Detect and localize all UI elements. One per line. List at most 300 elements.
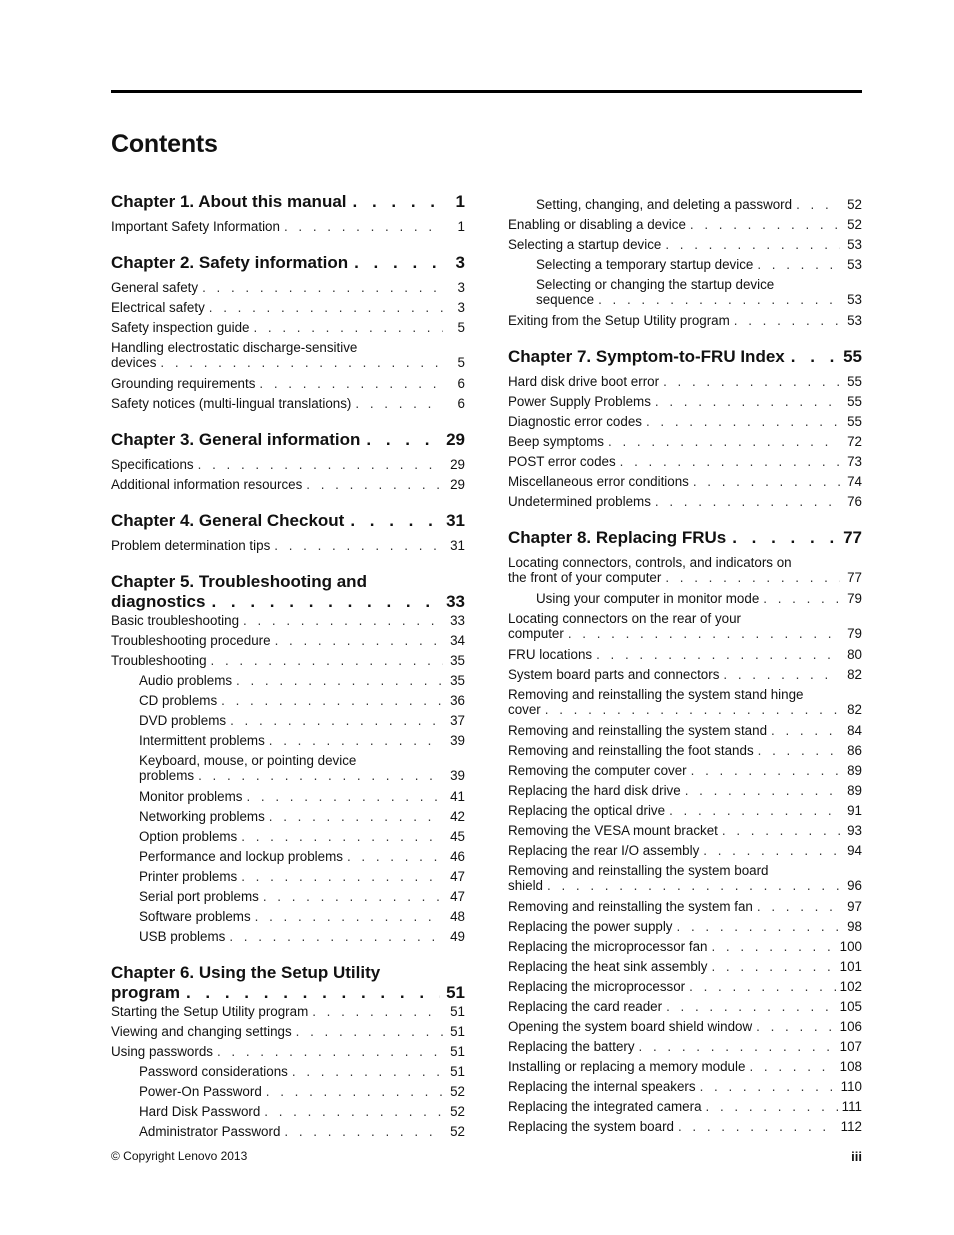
entry-title: Using passwords bbox=[111, 1044, 213, 1059]
entry-title: CD problems bbox=[139, 693, 218, 708]
dot-leader bbox=[236, 673, 443, 688]
toc-entry[interactable] bbox=[508, 1059, 862, 1074]
toc-entry[interactable] bbox=[508, 667, 862, 682]
entry-title-line2: problems bbox=[139, 768, 195, 783]
toc-entry[interactable] bbox=[508, 979, 862, 994]
entry-title-line2: the front of your computer bbox=[508, 570, 662, 585]
entry-page: 108 bbox=[839, 1059, 862, 1074]
toc-entry[interactable] bbox=[508, 1019, 862, 1034]
toc-entry[interactable] bbox=[139, 693, 465, 708]
dot-leader bbox=[209, 300, 443, 315]
entry-page: 74 bbox=[847, 474, 862, 489]
dot-leader bbox=[598, 292, 840, 307]
toc-entry[interactable] bbox=[508, 454, 862, 469]
entry-page: 52 bbox=[450, 1104, 465, 1119]
toc-entry[interactable] bbox=[139, 1104, 465, 1119]
dot-leader bbox=[253, 320, 443, 335]
dot-leader bbox=[608, 434, 840, 449]
toc-entry[interactable] bbox=[111, 1044, 465, 1059]
dot-leader bbox=[259, 376, 443, 391]
entry-page: 53 bbox=[847, 313, 862, 328]
entry-page: 111 bbox=[841, 1099, 862, 1114]
entry-title-line2: program bbox=[111, 983, 180, 1002]
entry-title: Undetermined problems bbox=[508, 494, 651, 509]
dot-leader bbox=[706, 1099, 838, 1114]
toc-chapter-heading[interactable] bbox=[111, 253, 465, 273]
entry-title: Selecting a temporary startup device bbox=[536, 257, 754, 272]
dot-leader bbox=[355, 396, 443, 411]
entry-page: 51 bbox=[450, 1064, 465, 1079]
entry-page: 31 bbox=[450, 538, 465, 553]
entry-title: Serial port problems bbox=[139, 889, 259, 904]
dot-leader bbox=[678, 1119, 837, 1134]
entry-title: Safety inspection guide bbox=[111, 320, 250, 335]
entry-title: Troubleshooting bbox=[111, 653, 207, 668]
entry-page: 29 bbox=[450, 477, 465, 492]
toc-entry[interactable] bbox=[508, 474, 862, 489]
toc-entry[interactable] bbox=[111, 1024, 465, 1039]
dot-leader bbox=[771, 723, 840, 738]
entry-page: 55 bbox=[847, 394, 862, 409]
entry-title-line1: Handling electrostatic discharge-sensitive bbox=[111, 340, 358, 355]
dot-leader bbox=[711, 959, 835, 974]
entry-page: 100 bbox=[839, 939, 862, 954]
entry-page: 41 bbox=[450, 789, 465, 804]
entry-page: 84 bbox=[847, 723, 862, 738]
dot-leader bbox=[366, 430, 440, 450]
entry-title: Electrical safety bbox=[111, 300, 205, 315]
entry-page: 35 bbox=[450, 653, 465, 668]
toc-entry[interactable] bbox=[508, 763, 862, 778]
entry-page: 110 bbox=[840, 1079, 862, 1094]
toc-entry[interactable] bbox=[508, 1079, 862, 1094]
entry-title: Chapter 2. Safety information bbox=[111, 253, 349, 272]
entry-title: POST error codes bbox=[508, 454, 616, 469]
dot-leader bbox=[221, 693, 443, 708]
entry-page: 37 bbox=[450, 713, 465, 728]
toc-entry[interactable] bbox=[536, 277, 862, 307]
entry-page: 77 bbox=[847, 570, 862, 585]
entry-page: 105 bbox=[839, 999, 862, 1014]
entry-page: 53 bbox=[847, 237, 862, 252]
entry-title: Removing and reinstalling the system fan bbox=[508, 899, 753, 914]
entry-title-line1: Locating connectors on the rear of your bbox=[508, 611, 741, 626]
entry-title-line2: sequence bbox=[536, 292, 595, 307]
entry-page: 6 bbox=[457, 376, 465, 391]
dot-leader bbox=[275, 633, 443, 648]
dot-leader bbox=[284, 219, 443, 234]
dot-leader bbox=[274, 538, 443, 553]
page-title: Contents bbox=[111, 130, 218, 158]
entry-title-line1: Removing and reinstalling the system board bbox=[508, 863, 769, 878]
toc-entry[interactable] bbox=[111, 300, 465, 315]
dot-leader bbox=[749, 1059, 835, 1074]
toc-chapter-heading[interactable] bbox=[111, 192, 465, 212]
toc-entry[interactable] bbox=[508, 555, 862, 585]
top-rule bbox=[111, 90, 862, 93]
entry-page: 94 bbox=[847, 843, 862, 858]
dot-leader bbox=[264, 1104, 443, 1119]
dot-leader bbox=[663, 374, 840, 389]
dot-leader bbox=[703, 843, 840, 858]
toc-entry[interactable] bbox=[508, 723, 862, 738]
entry-title: Hard Disk Password bbox=[139, 1104, 261, 1119]
entry-page: 52 bbox=[847, 197, 862, 212]
dot-leader bbox=[217, 1044, 443, 1059]
toc-entry[interactable] bbox=[508, 823, 862, 838]
entry-page: 55 bbox=[843, 347, 862, 366]
entry-title: Replacing the integrated camera bbox=[508, 1099, 702, 1114]
toc-entry[interactable] bbox=[508, 743, 862, 758]
dot-leader bbox=[758, 743, 840, 758]
entry-page: 89 bbox=[847, 783, 862, 798]
dot-leader bbox=[211, 653, 443, 668]
entry-title: System board parts and connectors bbox=[508, 667, 720, 682]
toc-entry[interactable] bbox=[508, 434, 862, 449]
dot-leader bbox=[241, 869, 443, 884]
toc-entry[interactable] bbox=[111, 396, 465, 411]
toc-entry[interactable] bbox=[508, 899, 862, 914]
entry-page: 5 bbox=[457, 355, 465, 370]
entry-page: 33 bbox=[446, 592, 465, 611]
dot-leader bbox=[655, 494, 840, 509]
toc-entry[interactable] bbox=[139, 909, 465, 924]
dot-leader bbox=[312, 1004, 443, 1019]
entry-title: Replacing the battery bbox=[508, 1039, 635, 1054]
entry-page: 47 bbox=[450, 889, 465, 904]
toc-chapter-heading[interactable] bbox=[111, 511, 465, 531]
toc-entry[interactable] bbox=[508, 494, 862, 509]
entry-title: Hard disk drive boot error bbox=[508, 374, 660, 389]
entry-title: Chapter 1. About this manual bbox=[111, 192, 347, 211]
dot-leader bbox=[620, 454, 840, 469]
dot-leader bbox=[292, 1064, 443, 1079]
toc-entry[interactable] bbox=[111, 457, 465, 472]
toc-chapter-heading[interactable] bbox=[508, 347, 862, 367]
toc-entry[interactable] bbox=[139, 1064, 465, 1079]
toc-entry[interactable] bbox=[508, 939, 862, 954]
dot-leader bbox=[202, 280, 443, 295]
dot-leader bbox=[353, 192, 441, 212]
entry-title-line1: Keyboard, mouse, or pointing device bbox=[139, 753, 357, 768]
dot-leader bbox=[545, 702, 840, 717]
entry-title: Chapter 8. Replacing FRUs bbox=[508, 528, 727, 547]
dot-leader bbox=[756, 1019, 836, 1034]
entry-page: 3 bbox=[457, 280, 465, 295]
dot-leader bbox=[791, 347, 837, 367]
entry-page: 3 bbox=[455, 253, 465, 272]
entry-title-line1: Removing and reinstalling the system stand hinge bbox=[508, 687, 804, 702]
toc-entry[interactable] bbox=[508, 783, 862, 798]
entry-title: Power Supply Problems bbox=[508, 394, 651, 409]
entry-title: Option problems bbox=[139, 829, 238, 844]
toc-entry[interactable] bbox=[508, 843, 862, 858]
dot-leader bbox=[700, 1079, 837, 1094]
dot-leader bbox=[269, 733, 443, 748]
dot-leader bbox=[734, 313, 840, 328]
dot-leader bbox=[711, 939, 835, 954]
toc-entry[interactable] bbox=[139, 869, 465, 884]
entry-page: 72 bbox=[847, 434, 862, 449]
entry-title: Networking problems bbox=[139, 809, 265, 824]
toc-chapter-heading[interactable] bbox=[508, 528, 862, 548]
entry-title: Installing or replacing a memory module bbox=[508, 1059, 746, 1074]
toc-entry[interactable] bbox=[139, 1084, 465, 1099]
dot-leader bbox=[284, 1124, 443, 1139]
toc-entry[interactable] bbox=[111, 340, 465, 370]
dot-leader bbox=[732, 528, 837, 548]
toc-entry[interactable] bbox=[111, 320, 465, 335]
dot-leader bbox=[639, 1039, 836, 1054]
entry-title: Starting the Setup Utility program bbox=[111, 1004, 309, 1019]
entry-page: 76 bbox=[847, 494, 862, 509]
entry-title: Audio problems bbox=[139, 673, 233, 688]
entry-title: Intermittent problems bbox=[139, 733, 265, 748]
toc-entry[interactable] bbox=[536, 257, 862, 272]
toc-entry[interactable] bbox=[139, 849, 465, 864]
toc-entry[interactable] bbox=[508, 237, 862, 252]
dot-leader bbox=[350, 511, 440, 531]
entry-title: Replacing the power supply bbox=[508, 919, 673, 934]
entry-title: Replacing the system board bbox=[508, 1119, 674, 1134]
toc-entry[interactable] bbox=[139, 889, 465, 904]
dot-leader bbox=[296, 1024, 443, 1039]
toc-entry[interactable] bbox=[508, 999, 862, 1014]
dot-leader bbox=[211, 592, 440, 612]
entry-page: 49 bbox=[450, 929, 465, 944]
entry-page: 6 bbox=[457, 396, 465, 411]
dot-leader bbox=[677, 919, 840, 934]
dot-leader bbox=[796, 197, 840, 212]
entry-page: 3 bbox=[457, 300, 465, 315]
entry-title: Administrator Password bbox=[139, 1124, 281, 1139]
entry-page: 98 bbox=[847, 919, 862, 934]
toc-entry[interactable] bbox=[111, 633, 465, 648]
entry-title: Performance and lockup problems bbox=[139, 849, 343, 864]
entry-title-line2: devices bbox=[111, 355, 157, 370]
entry-title: Specifications bbox=[111, 457, 194, 472]
dot-leader bbox=[198, 768, 443, 783]
toc-entry[interactable] bbox=[111, 538, 465, 553]
entry-title: Chapter 3. General information bbox=[111, 430, 361, 449]
entry-title: Replacing the internal speakers bbox=[508, 1079, 696, 1094]
entry-title: Replacing the microprocessor fan bbox=[508, 939, 708, 954]
entry-page: 29 bbox=[446, 430, 465, 449]
dot-leader bbox=[186, 983, 440, 1003]
entry-page: 55 bbox=[847, 414, 862, 429]
entry-page: 55 bbox=[847, 374, 862, 389]
entry-page: 36 bbox=[450, 693, 465, 708]
dot-leader bbox=[722, 823, 840, 838]
entry-title: Exiting from the Setup Utility program bbox=[508, 313, 730, 328]
toc-entry[interactable] bbox=[139, 673, 465, 688]
copyright: © Copyright Lenovo 2013 bbox=[111, 1149, 248, 1163]
toc-entry[interactable] bbox=[508, 313, 862, 328]
entry-title: Troubleshooting procedure bbox=[111, 633, 271, 648]
dot-leader bbox=[198, 457, 443, 472]
toc-entry[interactable] bbox=[536, 197, 862, 212]
entry-page: 1 bbox=[457, 219, 465, 234]
entry-title: Grounding requirements bbox=[111, 376, 256, 391]
toc-entry[interactable] bbox=[111, 613, 465, 628]
page-number: iii bbox=[851, 1149, 862, 1164]
entry-page: 47 bbox=[450, 869, 465, 884]
dot-leader bbox=[568, 626, 840, 641]
entry-page: 106 bbox=[839, 1019, 862, 1034]
dot-leader bbox=[269, 809, 443, 824]
dot-leader bbox=[689, 979, 836, 994]
entry-title: Setting, changing, and deleting a password bbox=[536, 197, 793, 212]
toc-entry[interactable] bbox=[508, 1099, 862, 1114]
entry-title: Basic troubleshooting bbox=[111, 613, 240, 628]
toc-entry[interactable] bbox=[508, 803, 862, 818]
entry-page: 107 bbox=[839, 1039, 862, 1054]
toc-chapter-heading[interactable] bbox=[111, 430, 465, 450]
entry-page: 77 bbox=[843, 528, 862, 547]
dot-leader bbox=[354, 253, 441, 273]
entry-page: 34 bbox=[450, 633, 465, 648]
toc-entry[interactable] bbox=[508, 217, 862, 232]
dot-leader bbox=[757, 257, 840, 272]
entry-page: 80 bbox=[847, 647, 862, 662]
dot-leader bbox=[763, 591, 840, 606]
toc-entry[interactable] bbox=[508, 959, 862, 974]
dot-leader bbox=[757, 899, 840, 914]
entry-title: FRU locations bbox=[508, 647, 593, 662]
toc-entry[interactable] bbox=[111, 477, 465, 492]
dot-leader bbox=[723, 667, 840, 682]
dot-leader bbox=[596, 647, 840, 662]
entry-page: 46 bbox=[450, 849, 465, 864]
toc-entry[interactable] bbox=[111, 280, 465, 295]
entry-title-line2: diagnostics bbox=[111, 592, 206, 611]
toc-entry[interactable] bbox=[111, 653, 465, 668]
entry-title: Safety notices (multi-lingual translations) bbox=[111, 396, 352, 411]
toc-entry[interactable] bbox=[139, 809, 465, 824]
entry-page: 102 bbox=[839, 979, 862, 994]
dot-leader bbox=[255, 909, 443, 924]
dot-leader bbox=[666, 999, 836, 1014]
entry-page: 45 bbox=[450, 829, 465, 844]
toc-entry[interactable] bbox=[111, 376, 465, 391]
entry-page: 96 bbox=[847, 878, 862, 893]
toc-chapter-heading[interactable] bbox=[111, 572, 465, 612]
toc-entry[interactable] bbox=[508, 611, 862, 641]
toc-entry[interactable] bbox=[111, 219, 465, 234]
entry-title-line2: computer bbox=[508, 626, 564, 641]
toc-entry[interactable] bbox=[508, 919, 862, 934]
toc-entry[interactable] bbox=[508, 1039, 862, 1054]
entry-page: 52 bbox=[847, 217, 862, 232]
toc-entry[interactable] bbox=[508, 687, 862, 717]
toc-entry[interactable] bbox=[139, 789, 465, 804]
entry-page: 51 bbox=[450, 1004, 465, 1019]
entry-page: 51 bbox=[446, 983, 465, 1002]
entry-title: Replacing the rear I/O assembly bbox=[508, 843, 700, 858]
toc-entry[interactable] bbox=[139, 829, 465, 844]
toc-entry[interactable] bbox=[139, 753, 465, 783]
entry-page: 112 bbox=[840, 1119, 862, 1134]
dot-leader bbox=[691, 763, 840, 778]
entry-page: 1 bbox=[455, 192, 465, 211]
entry-page: 42 bbox=[450, 809, 465, 824]
entry-title: Miscellaneous error conditions bbox=[508, 474, 689, 489]
dot-leader bbox=[306, 477, 443, 492]
entry-title: Printer problems bbox=[139, 869, 238, 884]
dot-leader bbox=[690, 217, 840, 232]
entry-title: USB problems bbox=[139, 929, 226, 944]
toc-entry[interactable] bbox=[508, 414, 862, 429]
entry-page: 48 bbox=[450, 909, 465, 924]
entry-title: Diagnostic error codes bbox=[508, 414, 642, 429]
toc-entry[interactable] bbox=[139, 1124, 465, 1139]
entry-title-line2: shield bbox=[508, 878, 543, 893]
toc-entry[interactable] bbox=[536, 591, 862, 606]
entry-title: Problem determination tips bbox=[111, 538, 271, 553]
entry-page: 39 bbox=[450, 733, 465, 748]
entry-title-line1: Locating connectors, controls, and indicators on bbox=[508, 555, 792, 570]
entry-page: 97 bbox=[847, 899, 862, 914]
dot-leader bbox=[266, 1084, 443, 1099]
dot-leader bbox=[693, 474, 840, 489]
entry-title: DVD problems bbox=[139, 713, 227, 728]
entry-page: 79 bbox=[847, 591, 862, 606]
dot-leader bbox=[655, 394, 840, 409]
toc-entry[interactable] bbox=[508, 1119, 862, 1134]
entry-page: 51 bbox=[450, 1044, 465, 1059]
entry-title: Beep symptoms bbox=[508, 434, 605, 449]
toc-entry[interactable] bbox=[508, 374, 862, 389]
entry-title: Replacing the optical drive bbox=[508, 803, 666, 818]
toc-entry[interactable] bbox=[139, 929, 465, 944]
dot-leader bbox=[665, 237, 840, 252]
toc-entry[interactable] bbox=[139, 713, 465, 728]
dot-leader bbox=[241, 829, 443, 844]
entry-title: Additional information resources bbox=[111, 477, 303, 492]
entry-page: 35 bbox=[450, 673, 465, 688]
toc-chapter-heading[interactable] bbox=[111, 963, 465, 1003]
entry-title: Using your computer in monitor mode bbox=[536, 591, 760, 606]
entry-page: 91 bbox=[847, 803, 862, 818]
entry-title: General safety bbox=[111, 280, 199, 295]
entry-title-line1: Chapter 6. Using the Setup Utility bbox=[111, 963, 381, 982]
entry-title: Chapter 7. Symptom-to-FRU Index bbox=[508, 347, 785, 366]
toc-entry[interactable] bbox=[139, 733, 465, 748]
entry-title: Enabling or disabling a device bbox=[508, 217, 686, 232]
entry-title-line1: Chapter 5. Troubleshooting and bbox=[111, 572, 367, 591]
dot-leader bbox=[685, 783, 840, 798]
entry-page: 101 bbox=[839, 959, 862, 974]
entry-page: 52 bbox=[450, 1084, 465, 1099]
entry-title: Replacing the microprocessor bbox=[508, 979, 686, 994]
entry-page: 51 bbox=[450, 1024, 465, 1039]
entry-page: 53 bbox=[847, 257, 862, 272]
entry-page: 29 bbox=[450, 457, 465, 472]
dot-leader bbox=[646, 414, 840, 429]
entry-page: 79 bbox=[847, 626, 862, 641]
entry-page: 73 bbox=[847, 454, 862, 469]
entry-title: Important Safety Information bbox=[111, 219, 280, 234]
toc-entry[interactable] bbox=[111, 1004, 465, 1019]
dot-leader bbox=[246, 789, 443, 804]
toc-entry[interactable] bbox=[508, 647, 862, 662]
toc-entry[interactable] bbox=[508, 394, 862, 409]
entry-title: Replacing the heat sink assembly bbox=[508, 959, 708, 974]
dot-leader bbox=[669, 803, 840, 818]
toc-entry[interactable] bbox=[508, 863, 862, 893]
entry-page: 31 bbox=[446, 511, 465, 530]
entry-title: Chapter 4. General Checkout bbox=[111, 511, 345, 530]
